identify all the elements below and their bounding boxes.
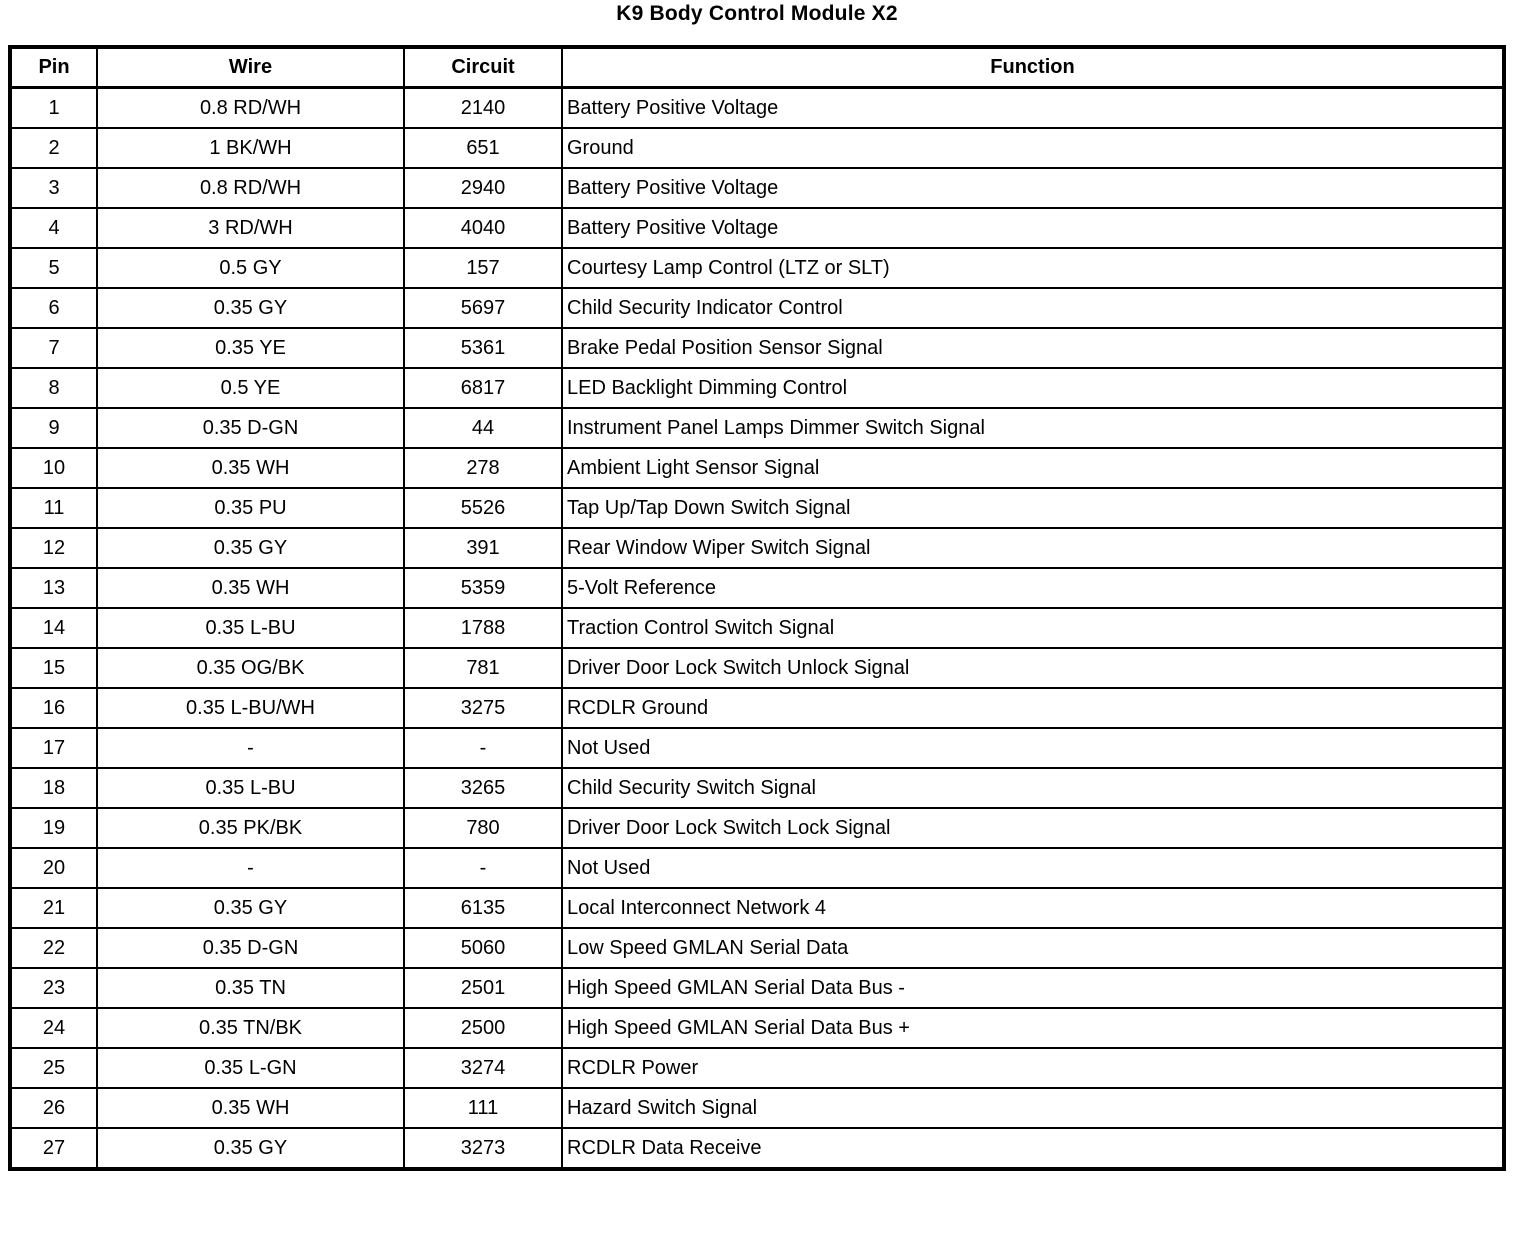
pin-cell: 17 bbox=[10, 728, 97, 768]
wire-cell: 0.35 WH bbox=[97, 448, 404, 488]
table-row bbox=[10, 408, 1504, 448]
function-cell: Not Used bbox=[562, 848, 1504, 888]
wire-cell: 0.35 PU bbox=[97, 488, 404, 528]
function-cell: 5-Volt Reference bbox=[562, 568, 1504, 608]
table-row bbox=[10, 1008, 1504, 1048]
table-row bbox=[10, 168, 1504, 208]
header-pin: Pin bbox=[10, 47, 97, 88]
circuit-cell: 3274 bbox=[404, 1048, 562, 1088]
circuit-cell: 3265 bbox=[404, 768, 562, 808]
pin-cell: 20 bbox=[10, 848, 97, 888]
pin-cell: 16 bbox=[10, 688, 97, 728]
function-cell: Local Interconnect Network 4 bbox=[562, 888, 1504, 928]
circuit-cell: 5697 bbox=[404, 288, 562, 328]
pin-cell: 10 bbox=[10, 448, 97, 488]
wire-cell: 0.35 GY bbox=[97, 288, 404, 328]
function-cell: Battery Positive Voltage bbox=[562, 208, 1504, 248]
wire-cell: 0.35 TN bbox=[97, 968, 404, 1008]
circuit-cell: 2940 bbox=[404, 168, 562, 208]
circuit-cell: 6817 bbox=[404, 368, 562, 408]
table-row bbox=[10, 768, 1504, 808]
table-row bbox=[10, 568, 1504, 608]
pin-cell: 22 bbox=[10, 928, 97, 968]
table-row bbox=[10, 1128, 1504, 1169]
wire-cell: 0.35 D-GN bbox=[97, 928, 404, 968]
header-wire: Wire bbox=[97, 47, 404, 88]
function-cell: Hazard Switch Signal bbox=[562, 1088, 1504, 1128]
circuit-cell: 1788 bbox=[404, 608, 562, 648]
table-row bbox=[10, 928, 1504, 968]
function-cell: Ambient Light Sensor Signal bbox=[562, 448, 1504, 488]
pin-cell: 3 bbox=[10, 168, 97, 208]
pin-cell: 2 bbox=[10, 128, 97, 168]
function-cell: Battery Positive Voltage bbox=[562, 168, 1504, 208]
table-row bbox=[10, 288, 1504, 328]
circuit-cell: 2501 bbox=[404, 968, 562, 1008]
table-row bbox=[10, 528, 1504, 568]
function-cell: LED Backlight Dimming Control bbox=[562, 368, 1504, 408]
pin-cell: 13 bbox=[10, 568, 97, 608]
wire-cell: 0.35 L-BU bbox=[97, 768, 404, 808]
table-row bbox=[10, 328, 1504, 368]
pin-cell: 6 bbox=[10, 288, 97, 328]
pin-cell: 14 bbox=[10, 608, 97, 648]
table-row bbox=[10, 968, 1504, 1008]
wire-cell: 0.8 RD/WH bbox=[97, 168, 404, 208]
function-cell: Ground bbox=[562, 128, 1504, 168]
table-row bbox=[10, 688, 1504, 728]
table-row bbox=[10, 128, 1504, 168]
wire-cell: 0.35 L-GN bbox=[97, 1048, 404, 1088]
table-row bbox=[10, 368, 1504, 408]
circuit-cell: - bbox=[404, 728, 562, 768]
circuit-cell: 3275 bbox=[404, 688, 562, 728]
wire-cell: - bbox=[97, 848, 404, 888]
wire-cell: 3 RD/WH bbox=[97, 208, 404, 248]
circuit-cell: 5526 bbox=[404, 488, 562, 528]
function-cell: Tap Up/Tap Down Switch Signal bbox=[562, 488, 1504, 528]
table-row bbox=[10, 728, 1504, 768]
pin-cell: 24 bbox=[10, 1008, 97, 1048]
circuit-cell: 2500 bbox=[404, 1008, 562, 1048]
pin-cell: 11 bbox=[10, 488, 97, 528]
table-row bbox=[10, 448, 1504, 488]
circuit-cell: 781 bbox=[404, 648, 562, 688]
wire-cell: 0.35 WH bbox=[97, 568, 404, 608]
function-cell: Low Speed GMLAN Serial Data bbox=[562, 928, 1504, 968]
circuit-cell: 278 bbox=[404, 448, 562, 488]
pin-cell: 9 bbox=[10, 408, 97, 448]
wire-cell: 0.35 WH bbox=[97, 1088, 404, 1128]
pin-cell: 25 bbox=[10, 1048, 97, 1088]
function-cell: Battery Positive Voltage bbox=[562, 88, 1504, 129]
circuit-cell: 44 bbox=[404, 408, 562, 448]
circuit-cell: 157 bbox=[404, 248, 562, 288]
pin-cell: 12 bbox=[10, 528, 97, 568]
circuit-cell: 780 bbox=[404, 808, 562, 848]
function-cell: Brake Pedal Position Sensor Signal bbox=[562, 328, 1504, 368]
pin-cell: 21 bbox=[10, 888, 97, 928]
wire-cell: - bbox=[97, 728, 404, 768]
circuit-cell: 6135 bbox=[404, 888, 562, 928]
table-header bbox=[10, 47, 1504, 88]
wire-cell: 0.5 GY bbox=[97, 248, 404, 288]
table-body bbox=[10, 88, 1504, 1170]
wire-cell: 0.35 PK/BK bbox=[97, 808, 404, 848]
circuit-cell: 2140 bbox=[404, 88, 562, 129]
wire-cell: 0.8 RD/WH bbox=[97, 88, 404, 129]
table-row bbox=[10, 1048, 1504, 1088]
header-function: Function bbox=[562, 47, 1504, 88]
circuit-cell: 5359 bbox=[404, 568, 562, 608]
pin-cell: 19 bbox=[10, 808, 97, 848]
circuit-cell: - bbox=[404, 848, 562, 888]
wire-cell: 0.35 L-BU bbox=[97, 608, 404, 648]
pin-cell: 7 bbox=[10, 328, 97, 368]
pin-cell: 27 bbox=[10, 1128, 97, 1169]
table-row bbox=[10, 208, 1504, 248]
wire-cell: 0.35 YE bbox=[97, 328, 404, 368]
function-cell: Instrument Panel Lamps Dimmer Switch Signal bbox=[562, 408, 1504, 448]
table-row bbox=[10, 488, 1504, 528]
function-cell: RCDLR Data Receive bbox=[562, 1128, 1504, 1169]
pin-cell: 15 bbox=[10, 648, 97, 688]
wire-cell: 0.35 GY bbox=[97, 888, 404, 928]
table-row bbox=[10, 888, 1504, 928]
wire-cell: 0.35 GY bbox=[97, 528, 404, 568]
pin-cell: 1 bbox=[10, 88, 97, 129]
function-cell: Driver Door Lock Switch Unlock Signal bbox=[562, 648, 1504, 688]
function-cell: High Speed GMLAN Serial Data Bus + bbox=[562, 1008, 1504, 1048]
circuit-cell: 3273 bbox=[404, 1128, 562, 1169]
circuit-cell: 5060 bbox=[404, 928, 562, 968]
function-cell: RCDLR Power bbox=[562, 1048, 1504, 1088]
function-cell: RCDLR Ground bbox=[562, 688, 1504, 728]
function-cell: Courtesy Lamp Control (LTZ or SLT) bbox=[562, 248, 1504, 288]
pin-cell: 26 bbox=[10, 1088, 97, 1128]
function-cell: Traction Control Switch Signal bbox=[562, 608, 1504, 648]
function-cell: Child Security Indicator Control bbox=[562, 288, 1504, 328]
function-cell: Not Used bbox=[562, 728, 1504, 768]
circuit-cell: 5361 bbox=[404, 328, 562, 368]
pin-cell: 23 bbox=[10, 968, 97, 1008]
circuit-cell: 111 bbox=[404, 1088, 562, 1128]
wire-cell: 1 BK/WH bbox=[97, 128, 404, 168]
table-row bbox=[10, 608, 1504, 648]
circuit-cell: 651 bbox=[404, 128, 562, 168]
function-cell: High Speed GMLAN Serial Data Bus - bbox=[562, 968, 1504, 1008]
function-cell: Rear Window Wiper Switch Signal bbox=[562, 528, 1504, 568]
table-row bbox=[10, 848, 1504, 888]
wire-cell: 0.5 YE bbox=[97, 368, 404, 408]
pinout-table bbox=[8, 45, 1506, 1171]
function-cell: Child Security Switch Signal bbox=[562, 768, 1504, 808]
pin-cell: 18 bbox=[10, 768, 97, 808]
wire-cell: 0.35 GY bbox=[97, 1128, 404, 1169]
wire-cell: 0.35 TN/BK bbox=[97, 1008, 404, 1048]
pin-cell: 5 bbox=[10, 248, 97, 288]
header-row bbox=[10, 47, 1504, 88]
pin-cell: 8 bbox=[10, 368, 97, 408]
wire-cell: 0.35 OG/BK bbox=[97, 648, 404, 688]
circuit-cell: 391 bbox=[404, 528, 562, 568]
table-row bbox=[10, 808, 1504, 848]
table-row bbox=[10, 648, 1504, 688]
page-title: K9 Body Control Module X2 bbox=[616, 2, 898, 25]
circuit-cell: 4040 bbox=[404, 208, 562, 248]
table-row bbox=[10, 248, 1504, 288]
table-row bbox=[10, 1088, 1504, 1128]
wire-cell: 0.35 L-BU/WH bbox=[97, 688, 404, 728]
table-row bbox=[10, 88, 1504, 129]
header-circuit: Circuit bbox=[404, 47, 562, 88]
wire-cell: 0.35 D-GN bbox=[97, 408, 404, 448]
function-cell: Driver Door Lock Switch Lock Signal bbox=[562, 808, 1504, 848]
pin-cell: 4 bbox=[10, 208, 97, 248]
